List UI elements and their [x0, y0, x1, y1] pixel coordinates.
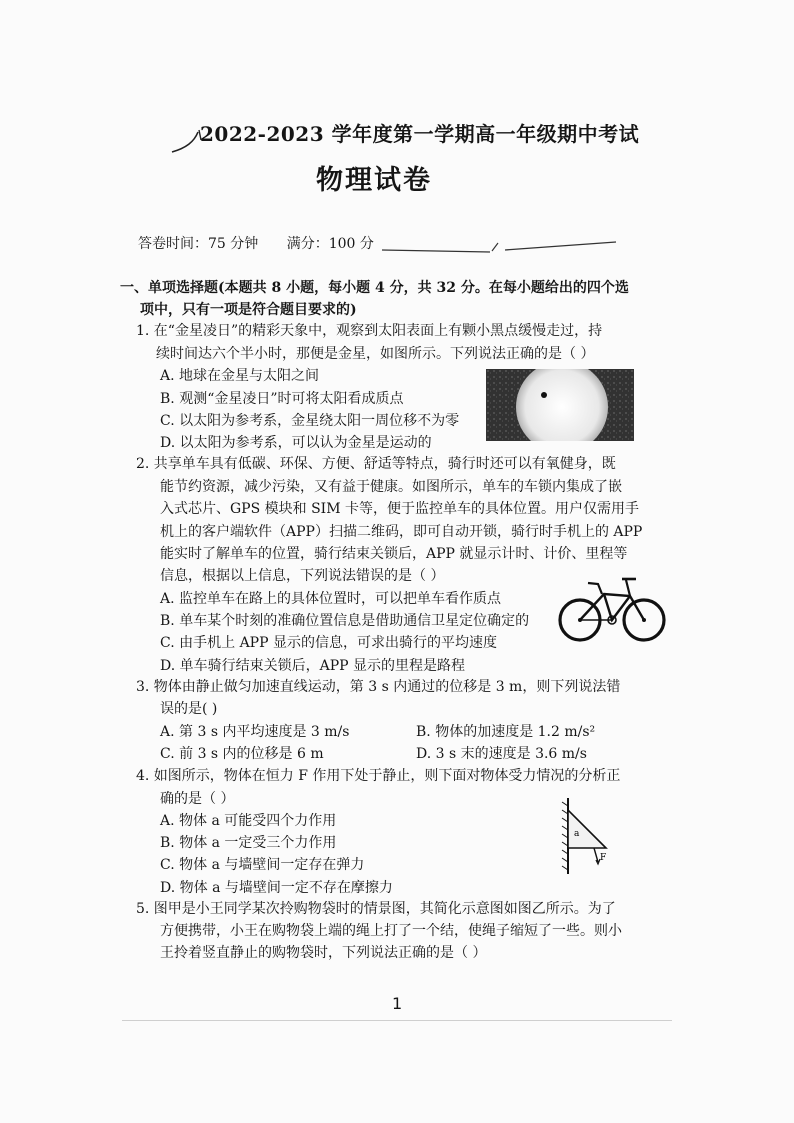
q1-stem-line2: 续时间达六个半小时，那便是金星，如图所示。下列说法正确的是（ ）: [156, 346, 595, 362]
q2-stem-line3: 入式芯片、GPS 模块和 SIM 卡等，便于监控单车的具体位置。用户仅需用手: [160, 501, 639, 517]
q5-stem-line2: 方便携带，小王在购物袋上端的绳上打了一个结，使绳子缩短了一些。则小: [160, 923, 622, 939]
q5-stem-line3: 王拎着竖直静止的购物袋时，下列说法正确的是（ ）: [160, 945, 487, 961]
q3-option-b: B. 物体的加速度是 1.2 m/s²: [416, 724, 596, 740]
footer-divider: [122, 1020, 672, 1021]
q1-option-c: C. 以太阳为参考系，金星绕太阳一周位移不为零: [160, 413, 460, 429]
wall-block-diagram: [560, 796, 620, 876]
q4-stem-line2: 确的是（ ）: [160, 791, 235, 807]
q2-option-d: D. 单车骑行结束关锁后，APP 显示的里程是路程: [160, 658, 466, 674]
q1-option-d: D. 以太阳为参考系，可以认为金星是运动的: [160, 435, 432, 451]
pen-strike-decoration: [380, 238, 620, 258]
q2-stem-line2: 能节约资源，减少污染，又有益于健康。如图所示，单车的车锁内集成了嵌: [160, 479, 622, 495]
section1-heading-line2: 项中，只有一项是符合题目要求的): [140, 302, 357, 318]
q3-stem-line1: 3. 物体由静止做匀加速直线运动，第 3 s 内通过的位移是 3 m，则下列说法错: [136, 679, 621, 695]
pen-mark-decoration: [168, 128, 204, 156]
q4-option-c: C. 物体 a 与墙壁间一定存在弹力: [160, 857, 365, 873]
q2-stem-line6: 信息，根据以上信息，下列说法错误的是（ ）: [160, 568, 445, 584]
q1-stem-line1: 1. 在“金星凌日”的精彩天象中，观察到太阳表面上有颗小黑点缓慢走过，持: [136, 323, 603, 339]
q2-option-c: C. 由手机上 APP 显示的信息，可求出骑行的平均速度: [160, 635, 497, 651]
bicycle-image: [558, 574, 668, 644]
exam-title: 2022-2023 学年度第一学期高一年级期中考试: [200, 122, 640, 146]
q4-option-a: A. 物体 a 可能受四个力作用: [160, 813, 337, 829]
fig-label-f: F: [600, 853, 607, 863]
time-label: 答卷时间：75 分钟: [138, 236, 259, 252]
q3-option-c: C. 前 3 s 内的位移是 6 m: [160, 746, 324, 762]
q2-option-b: B. 单车某个时刻的准确位置信息是借助通信卫星定位确定的: [160, 613, 530, 629]
q1-option-b: B. 观测“金星凌日”时可将太阳看成质点: [160, 391, 404, 407]
section1-heading-line1: 一、单项选择题(本题共 8 小题，每小题 4 分，共 32 分。在每小题给出的四个选: [120, 280, 629, 296]
page-number: 1: [392, 994, 403, 1013]
venus-transit-image: [486, 369, 634, 441]
q4-option-b: B. 物体 a 一定受三个力作用: [160, 835, 337, 851]
q3-stem-line2: 误的是( ): [160, 701, 218, 717]
score-label: 满分：100 分: [286, 236, 374, 252]
q2-stem-line4: 机上的客户端软件（APP）扫描二维码，即可自动开锁，骑行时手机上的 APP: [160, 524, 643, 540]
q2-stem-line5: 能实时了解单车的位置，骑行结束关锁后，APP 就显示计时、计价、里程等: [160, 546, 628, 562]
q3-option-d: D. 3 s 末的速度是 3.6 m/s: [416, 746, 587, 762]
fig-label-a: a: [574, 829, 580, 839]
q5-stem-line1: 5. 图甲是小王同学某次拎购物袋时的情景图，其简化示意图如图乙所示。为了: [136, 901, 616, 917]
q4-option-d: D. 物体 a 与墙壁间一定不存在摩擦力: [160, 880, 393, 896]
subject-title: 物理试卷: [316, 165, 432, 196]
q4-stem-line1: 4. 如图所示，物体在恒力 F 作用下处于静止，则下面对物体受力情况的分析正: [136, 768, 621, 784]
q2-stem-line1: 2. 共享单车具有低碳、环保、方便、舒适等特点，骑行时还可以有氧健身，既: [136, 456, 616, 472]
q3-option-a: A. 第 3 s 内平均速度是 3 m/s: [160, 724, 350, 740]
exam-meta: [138, 233, 398, 253]
q1-option-a: A. 地球在金星与太阳之间: [160, 368, 320, 384]
q2-option-a: A. 监控单车在路上的具体位置时，可以把单车看作质点: [160, 591, 502, 607]
